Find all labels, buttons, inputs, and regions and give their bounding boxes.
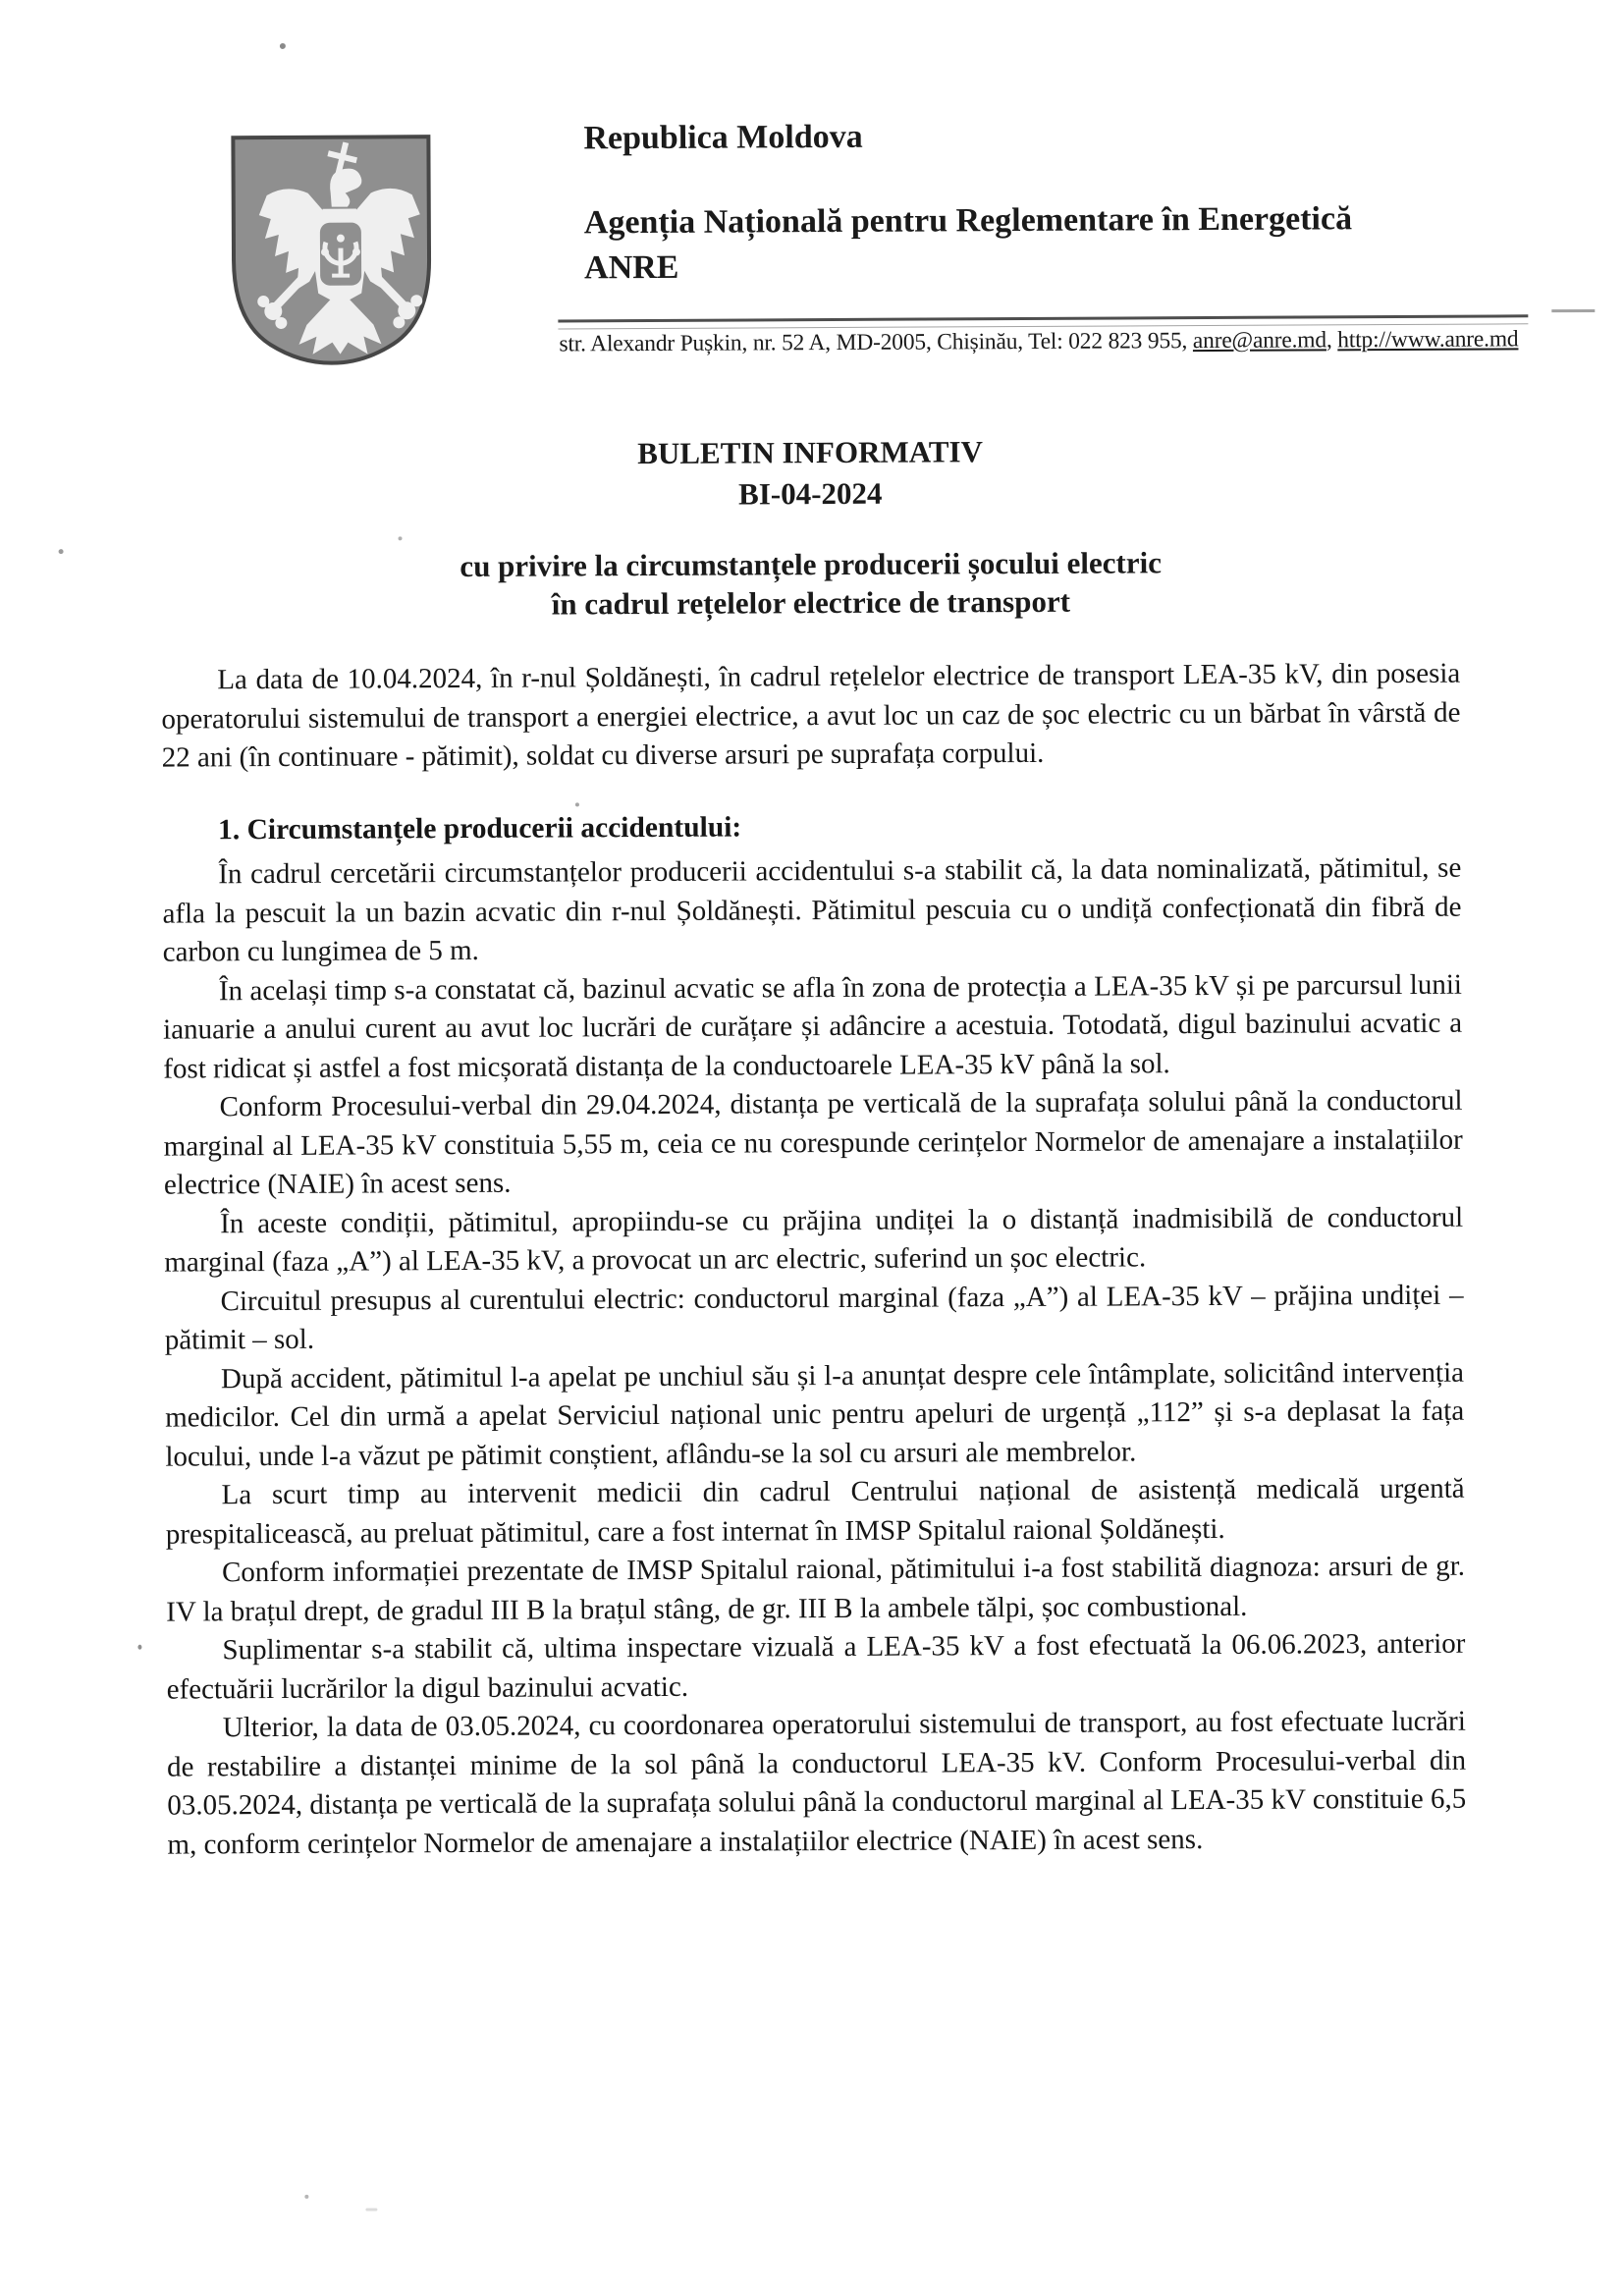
agency-abbreviation: ANRE [583,248,679,287]
body-paragraph: În același timp s-a constatat că, bazinul acvatic se afla în zona de protecția a LEA-35 kV și pe parcursul lunii ianuarie a anului curent au avut loc lucrări de curățare și adâncire a acestuia. Totodată, digul bazinului acvatic a fost ridicat și astfel a fost micșorată distanța de la conductoarele LEA-35 kV până la sol. [163,968,1463,1085]
scan-artifact [575,802,579,806]
body-paragraph: Circuitul presupus al curentului electric: conductorul marginal (faza „A”) al LEA-35 kV – prăjina undiței – pătimit – sol. [164,1279,1464,1356]
body-paragraph: La data de 10.04.2024, în r-nul Șoldănești, în cadrul rețelelor electrice de transport LEA-35 kV, din posesia operatorului sistemului de transport a energiei electrice, a avut loc un caz de șoc electric cu un bărbat în vârstă de 22 ani (în continuare - pătimit), soldat cu diverse arsuri pe suprafața corpului. [161,657,1461,774]
section-heading: 1. Circumstanțele producerii accidentului: [217,811,742,846]
website-text: http://www.anre.md [1337,326,1519,354]
document-title-line2: BI-04-2024 [737,475,883,512]
scan-artifact [280,43,286,49]
header-address-line [559,326,1518,357]
moldova-coat-of-arms-icon [229,132,433,366]
body-paragraph: Conform informației prezentate de IMSP Spitalul raional, pătimitului i-a fost stabilită diagnoza: arsuri de gr. IV la brațul drept, de gradul III B la brațul stâng, de gr. III B la ambele tălpi, șoc combustional. [166,1550,1466,1628]
scan-artifact [304,2195,308,2199]
document-subtitle-line2: în cadrul rețelelor electrice de transport [551,583,1071,622]
header-country: Republica Moldova [583,118,863,157]
body-paragraph: La scurt timp au intervenit medicii din cadrul Centrului național de asistență medicală urgentă prespitalicească, au preluat pătimitul, care a fost internat în IMSP Spitalul raional Șoldănești. [165,1472,1465,1551]
scan-artifact [399,536,403,540]
body-paragraph: În cadrul cercetării circumstanțelor producerii accidentului s-a stabilit că, la data nominalizată, pătimitul, se afla la pescuit la un bazin acvatic din r-nul Șoldănești. Pătimitul pescuia cu o undiță confecționată din fibră de carbon cu lungimea de 5 m. [162,851,1462,968]
document-title-line1: BULETIN INFORMATIV [637,434,983,471]
document-subtitle [0,541,1624,627]
header-agency-name [584,196,1353,291]
header-divider-fragment [1551,309,1595,312]
address-separator: , [1326,327,1338,354]
agency-name-line: Agenția Națională pentru Reglementare în Energetică [583,200,1353,242]
document-subtitle-line1: cu privire la circumstanțele producerii șocului electric [460,545,1163,584]
email-text: anre@anre.md [1192,327,1326,355]
document-body [161,655,1466,1865]
document-title [0,428,1624,519]
body-paragraph: Suplimentar s-a stabilit că, ultima inspectare vizuală a LEA-35 kV a fost efectuată la 06.06.2023, anterior efectuării lucrărilor la digul bazinului acvatic. [166,1627,1466,1706]
body-paragraph: În aceste condiții, pătimitul, apropiindu-se cu prăjina undiței la o distanță inadmisibilă de conductorul marginal (faza „A”) al LEA-35 kV, a provocat un arc electric, suferind un șoc electric. [164,1201,1464,1279]
body-paragraph: Conform Procesului-verbal din 29.04.2024, distanța pe verticală de la suprafața solului până la conductorul marginal al LEA-35 kV constituia 5,55 m, ceia ce nu corespunde cerințelor Normelor de amenajare a instalațiilor electrice (NAIE) în acest sens. [163,1084,1463,1201]
body-paragraph: Ulterior, la data de 03.05.2024, cu coordonarea operatorului sistemului de transport, au fost efectuate lucrări de restabilire a distanței minime de la sol până la conductorul LEA-35 kV. Conform Procesului-verbal din 03.05.2024, distanța pe verticală de la suprafața solului până la conductorul marginal al LEA-35 kV constituie 6,5 m, conform cerințelor Normelor de amenajare a instalațiilor electrice (NAIE) în acest sens. [166,1705,1467,1861]
scan-artifact [365,2208,377,2211]
address-text: str. Alexandr Pușkin, nr. 52 A, MD-2005, Chișinău, Tel: 022 823 955, [559,328,1193,357]
scan-artifact [137,1645,141,1650]
scan-artifact [59,549,64,554]
body-paragraph: După accident, pătimitul l-a apelat pe unchiul său și l-a anunțat despre cele întâmplate, solicitând intervenția medicilor. Cel din urmă a apelat Serviciul național unic pentru apeluri de urgență „112” și s-a deplasat la fața locului, unde l-a văzut pe pătimit conștient, aflându-se la sol cu arsuri ale membrelor. [165,1356,1465,1473]
